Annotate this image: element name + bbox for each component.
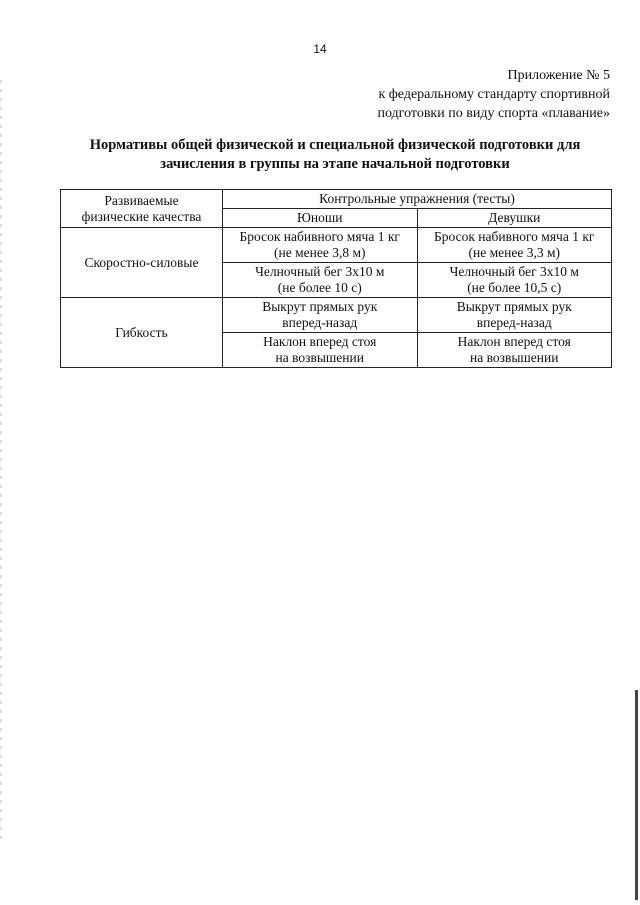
appendix-block (290, 66, 610, 123)
test-name: Выкрут прямых рук (456, 299, 572, 314)
quality-cell-speed-strength: Скоростно-силовые (61, 228, 223, 298)
quality-cell-flexibility: Гибкость (61, 298, 223, 368)
scan-edge-right (635, 690, 638, 900)
test-name: Выкрут прямых рук (262, 299, 378, 314)
header-qualities-line-2: физические качества (81, 208, 202, 224)
test-norm: на возвышении (470, 350, 559, 365)
boys-test-cell (223, 333, 418, 368)
test-name: Бросок набивного мяча 1 кг (239, 229, 400, 244)
test-norm: (не менее 3,8 м) (274, 245, 366, 260)
scan-edge-left (0, 80, 2, 840)
header-qualities-cell (61, 190, 223, 228)
test-norm: (не более 10 с) (277, 280, 362, 295)
table-header-row (61, 190, 612, 209)
boys-test-cell (223, 228, 418, 263)
test-norm: вперед-назад (476, 315, 552, 330)
girls-test-cell (417, 298, 612, 333)
header-girls-cell: Девушки (417, 209, 612, 228)
header-qualities-line-1: Развиваемые (104, 192, 179, 208)
test-name: Наклон вперед стоя (263, 334, 377, 349)
test-name: Челночный бег 3х10 м (449, 264, 579, 279)
appendix-line-2: к федеральному стандарту спортивной (378, 87, 610, 102)
test-name: Челночный бег 3х10 м (255, 264, 385, 279)
test-norm: (не более 10,5 с) (467, 280, 562, 295)
girls-test-cell (417, 228, 612, 263)
boys-test-cell (223, 298, 418, 333)
table-row (61, 228, 612, 263)
test-norm: вперед-назад (282, 315, 358, 330)
appendix-line-1: Приложение № 5 (507, 68, 610, 83)
appendix-line-3: подготовки по виду спорта «плавание» (377, 106, 610, 121)
test-name: Бросок набивного мяча 1 кг (434, 229, 595, 244)
document-title (60, 136, 610, 174)
title-line-1: Нормативы общей физической и специальной физической подготовки для (89, 137, 581, 153)
girls-test-cell (417, 333, 612, 368)
table-row (61, 298, 612, 333)
girls-test-cell (417, 263, 612, 298)
header-boys-cell: Юноши (223, 209, 418, 228)
test-name: Наклон вперед стоя (457, 334, 571, 349)
test-norm: (не менее 3,3 м) (468, 245, 560, 260)
page-number: 14 (313, 42, 327, 56)
title-line-2: зачисления в группы на этапе начальной подготовки (160, 156, 510, 172)
boys-test-cell (223, 263, 418, 298)
norms-table (60, 189, 612, 368)
header-tests-cell: Контрольные упражнения (тесты) (223, 190, 612, 209)
test-norm: на возвышении (275, 350, 364, 365)
